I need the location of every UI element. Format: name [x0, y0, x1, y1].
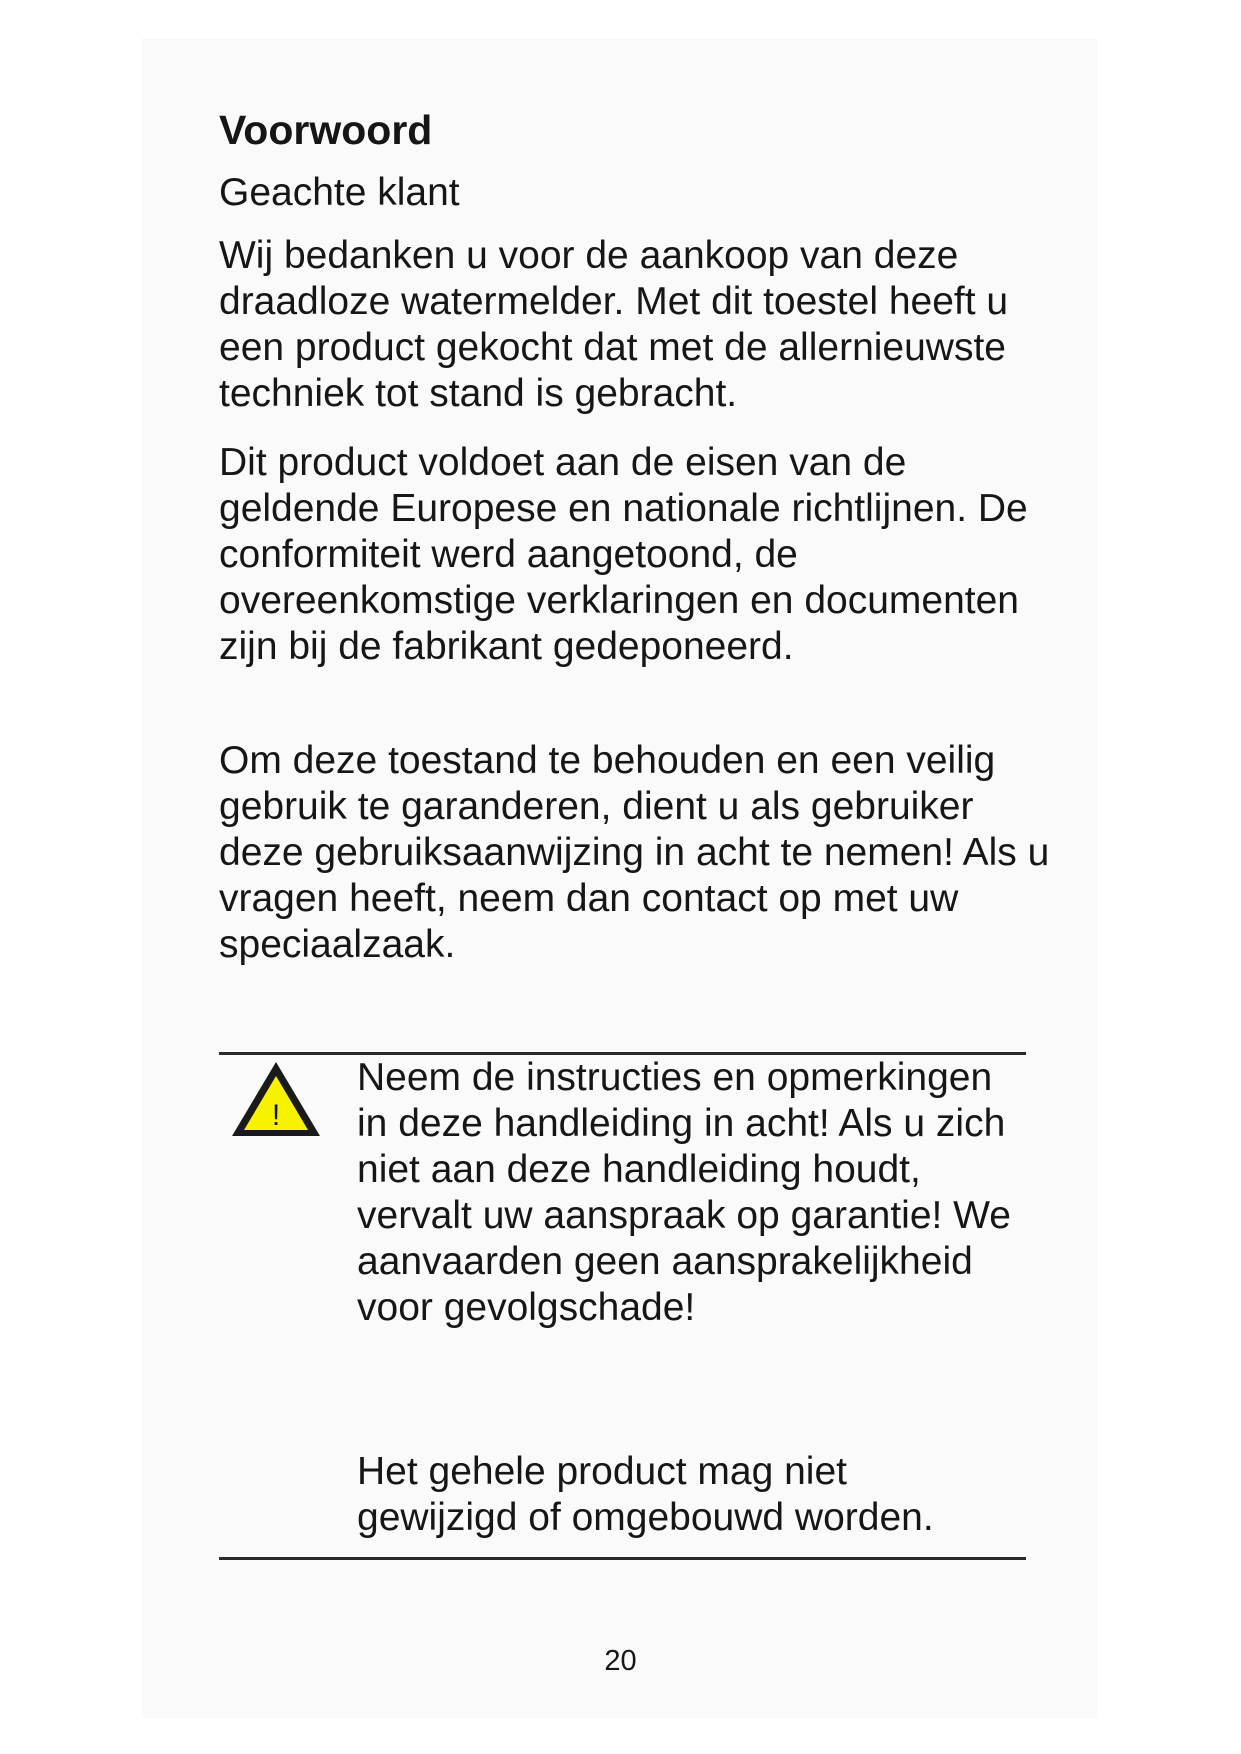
- warning-icon-mark: !: [271, 1099, 281, 1132]
- intro-paragraph-1: Wij bedanken u voor de aankoop van deze draadloze watermelder. Met dit toestel heeft u een product gekocht dat met de allernieuwste techniek tot stand is gebracht.: [219, 234, 1009, 415]
- section-title: Voorwoord: [219, 107, 433, 153]
- warning-triangle-icon: [228, 1058, 324, 1142]
- salutation: Geachte klant: [219, 171, 460, 214]
- warning-paragraph-2: Het gehele product mag niet gewijzigd of omgebouwd worden.: [357, 1450, 934, 1539]
- page-number: 20: [604, 1645, 637, 1677]
- intro-paragraph-3: Om deze toestand te behouden en een veilig gebruik te garanderen, dient u als gebruiker deze gebruiksaanwijzing in acht te nemen! Als u vragen heeft, neem dan contact op met uw speciaalzaak.: [219, 739, 1050, 966]
- warning-paragraph-1: Neem de instructies en opmerkingen in deze handleiding in acht! Als u zich niet aan deze handleiding houdt, vervalt uw aanspraak op garantie! We aanvaarden geen aansprakelijkheid voor gevolgschade!: [357, 1056, 1011, 1329]
- warning-divider-bottom: [219, 1557, 1026, 1560]
- intro-paragraph-2: Dit product voldoet aan de eisen van de geldende Europese en nationale richtlijnen. De conformiteit werd aangetoond, de overeenkomstige verklaringen en documenten zijn bij de fabrikant gedeponeerd.: [219, 441, 1028, 668]
